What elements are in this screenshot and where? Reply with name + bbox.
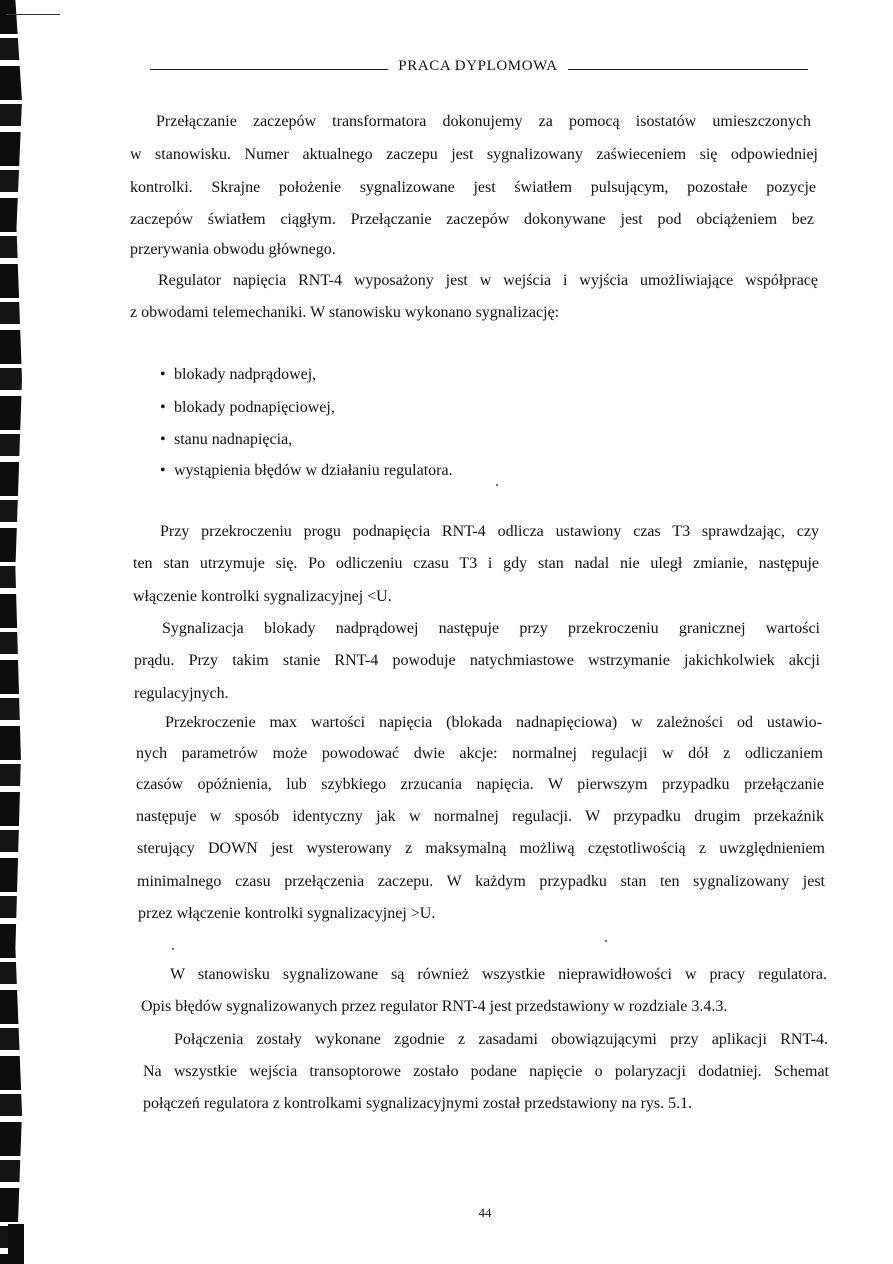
text-line: połączeń regulatora z kontrolkami sygnalizacyjnymi został przedstawiony na rys. 5.1. [143, 1095, 693, 1112]
text-line: regulacyjnych. [134, 685, 229, 702]
text-line: Połączenia zostały wykonane zgodnie z zasadami obowiązującymi przy aplikacji RNT-4. [174, 1031, 828, 1048]
scan-binding-edge [0, 0, 22, 1264]
list-item-text: wystąpienia błędów w działaniu regulatora. [174, 462, 453, 479]
text-line: Przekroczenie max wartości napięcia (blokada nadnapięciowa) w zależności od ustawio- [165, 714, 822, 731]
text-line: kontrolki. Skrajne położenie sygnalizowane jest światłem pulsującym, pozostałe pozycje [130, 179, 816, 196]
text-line: Przy przekroczeniu progu podnapięcia RNT-4 odlicza ustawiony czas T3 sprawdzając, czy [160, 523, 819, 540]
bullet-icon: • [160, 399, 166, 416]
text-line: Regulator napięcia RNT-4 wyposażony jest w wejścia i wyjścia umożliwiające współpracę [158, 272, 818, 289]
scan-edge-line [6, 14, 60, 15]
page-number: 44 [478, 1205, 492, 1220]
list-item [160, 365, 316, 385]
running-header [150, 58, 808, 80]
text-line: zaczepów światłem ciągłym. Przełączanie zaczepów dokonywane jest pod obciążeniem bez [130, 211, 814, 228]
bullet-icon: • [160, 462, 166, 479]
scan-speck [172, 948, 174, 950]
text-line: z obwodami telemechaniki. W stanowisku wykonano sygnalizację: [130, 304, 560, 321]
text-line: nych parametrów może powodować dwie akcje: normalnej regulacji w dół z odliczaniem [136, 745, 823, 762]
list-item [160, 461, 453, 481]
list-item-text: blokady nadprądowej, [174, 366, 317, 383]
text-line: Przełączanie zaczepów transformatora dokonujemy za pomocą isostatów umieszczonych [156, 113, 811, 130]
text-line: włączenie kontrolki sygnalizacyjnej <U. [133, 588, 392, 605]
list-item [160, 430, 292, 450]
list-item-text: blokady podnapięciowej, [174, 399, 335, 416]
scan-edge-block [8, 1224, 24, 1264]
text-line: sterujący DOWN jest wysterowany z maksymalną możliwą częstotliwością z uwzględnieniem [137, 840, 825, 857]
text-line: Opis błędów sygnalizowanych przez regulator RNT-4 jest przedstawiony w rozdziale 3.4.3. [141, 998, 728, 1015]
text-line: prądu. Przy takim stanie RNT-4 powoduje natychmiastowe wstrzymanie jakichkolwiek akcji [134, 652, 820, 669]
header-title: PRACA DYPLOMOWA [398, 58, 558, 74]
bullet-icon: • [160, 431, 166, 448]
text-line: czasów opóźnienia, lub szybkiego zrzucania napięcia. W pierwszym przypadku przełączanie [136, 776, 824, 793]
header-rule-right [568, 69, 808, 70]
text-line: następuje w sposób identyczny jak w normalnej regulacji. W przypadku drugim przekaźnik [136, 808, 824, 825]
text-line: Sygnalizacja blokady nadprądowej następuje przy przekroczeniu granicznej wartości [162, 620, 820, 637]
scan-speck [605, 940, 607, 942]
text-line: przez włączenie kontrolki sygnalizacyjnej >U. [138, 905, 436, 922]
text-line: minimalnego czasu przełączenia zaczepu. W każdym przypadku stan ten sygnalizowany jest [137, 873, 825, 890]
scan-speck [496, 484, 498, 486]
header-rule-left [150, 69, 388, 70]
text-line: Na wszystkie wejścia transoptorowe zostało podane napięcie o polaryzacji dodatniej. Schemat [143, 1063, 829, 1080]
text-line: ten stan utrzymuje się. Po odliczeniu czasu T3 i gdy stan nadal nie uległ zmianie, następuje [133, 555, 819, 572]
bullet-icon: • [160, 366, 166, 383]
text-line: przerywania obwodu głównego. [130, 241, 336, 258]
text-line: W stanowisku sygnalizowane są również wszystkie nieprawidłowości w pracy regulatora. [170, 966, 827, 983]
list-item-text: stanu nadnapięcia, [174, 431, 293, 448]
list-item [160, 398, 335, 418]
text-line: w stanowisku. Numer aktualnego zaczepu jest sygnalizowany zaświeceniem się odpowiedniej [130, 146, 818, 163]
